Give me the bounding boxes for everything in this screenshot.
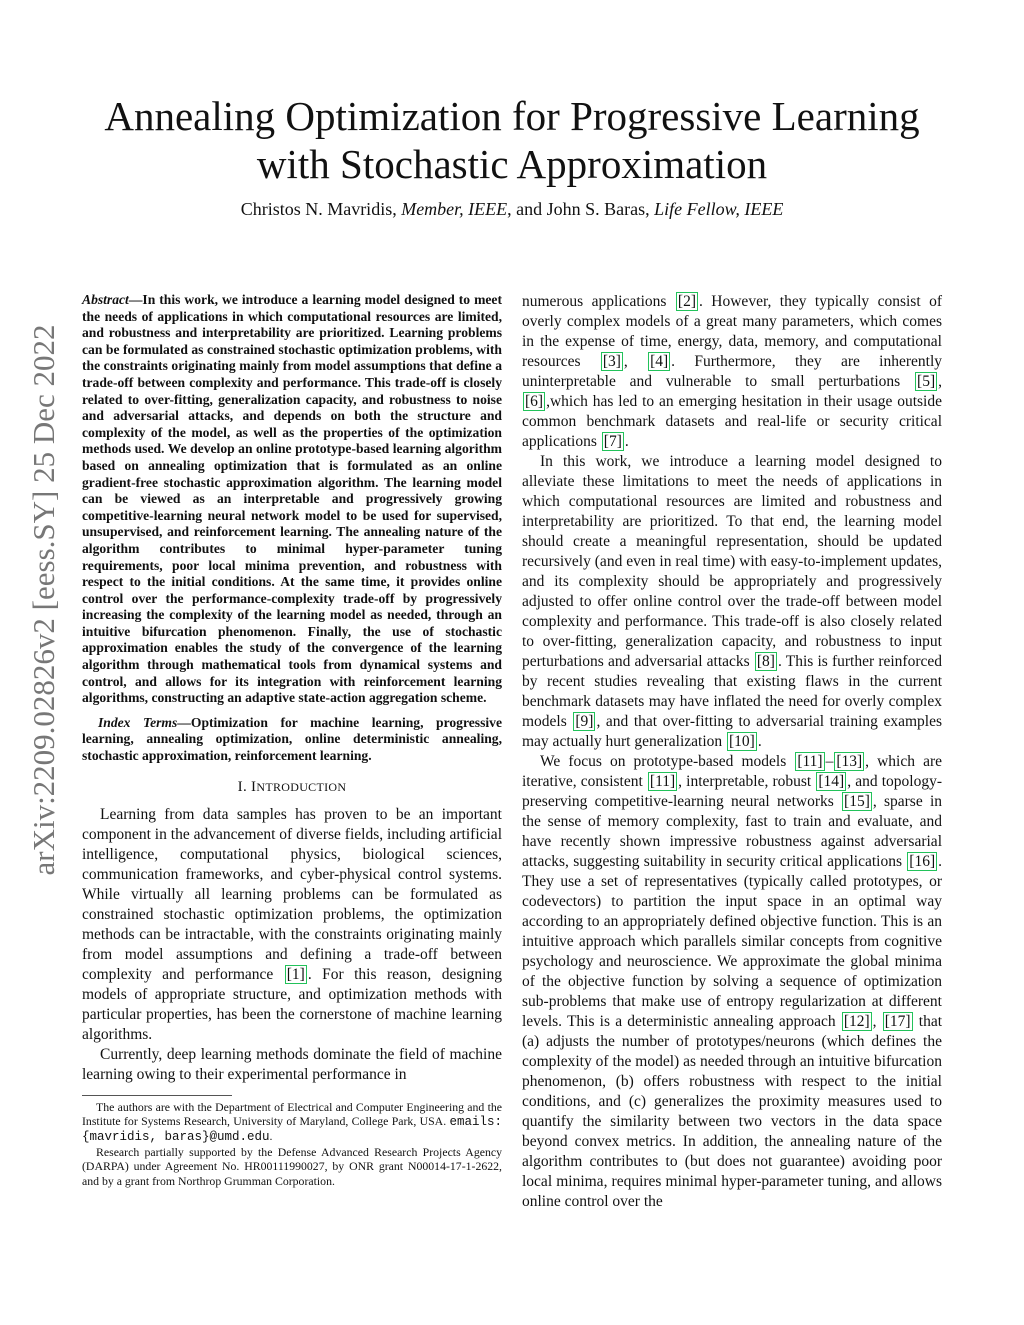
title-line-2: with Stochastic Approximation bbox=[256, 141, 768, 187]
text-run: , and topology-preserving competitive-learning neural networks bbox=[522, 773, 942, 810]
text-run: ,which has led to an emerging hesitation in their usage outside common benchmark datasets and real-life or security critical applications bbox=[522, 393, 942, 450]
title-line-1: Annealing Optimization for Progressive Learning bbox=[104, 93, 920, 139]
text-run: that (a) adjusts the number of prototypes/neurons (which defines the complexity of the model) as needed through an intuitive bifurcation phenomenon, (b) offers robustness with respect to the initial conditions, and (c) generalizes the proximity measures used to quantify the similarity between two vectors in the data space beyond convex metrics. In addition, the annealing nature of the algorithm contributes to (but does not guarantee) avoiding poor local minima, requires minimal hyper-parameter tuning, and allows online control over the bbox=[522, 1013, 943, 1210]
citation-link[interactable]: [4] bbox=[650, 353, 669, 370]
text-run: . Furthermore, they are inherently uninterpretable and vulnerable to small perturbations bbox=[522, 353, 942, 390]
text-run: , bbox=[623, 353, 648, 370]
author-1: Christos N. Mavridis, bbox=[240, 199, 397, 219]
citation-link[interactable]: [15] bbox=[844, 793, 870, 810]
text-run: . bbox=[757, 733, 762, 750]
footnote-affiliation bbox=[82, 1100, 502, 1145]
citation-link[interactable]: [5] bbox=[917, 373, 936, 390]
citation-link[interactable]: [2] bbox=[677, 293, 696, 310]
text-run: The authors are with the Department of Electrical and Computer Engineering and the Institute for Systems Research, University of Maryland, College Park, USA. bbox=[82, 1099, 502, 1129]
intro-paragraph-2: Currently, deep learning methods dominate the field of machine learning owing to their experimental performance in bbox=[82, 1045, 502, 1083]
footnote-divider bbox=[82, 1095, 232, 1096]
citation-link[interactable]: [8] bbox=[756, 653, 775, 670]
citation-link[interactable]: [1] bbox=[286, 965, 305, 983]
paper-title bbox=[60, 92, 964, 188]
citation-link[interactable]: [7] bbox=[603, 433, 622, 450]
citation-link[interactable]: [10] bbox=[729, 733, 755, 750]
citation-link[interactable]: [12] bbox=[843, 1013, 870, 1030]
intro-paragraph-1 bbox=[82, 805, 502, 1045]
text-run: . For this reason, designing models of appropriate structure, and optimization methods with particular properties, has been the cornerstone of machine learning algorithms. bbox=[82, 965, 502, 1043]
text-run: Learning from data samples has proven to be an important component in the advancement of diverse fields, including artificial intelligence, computational physics, biological sciences, communication frameworks, and cyber-physical control systems. While virtually all learning problems can be formulated as constrained stochastic optimization problems, the optimization methods can be intractable, with the constraints originating mainly from model assumptions and defining a trade-off between complexity and performance bbox=[82, 805, 502, 983]
text-run: – bbox=[825, 753, 834, 770]
abstract bbox=[82, 292, 502, 707]
text-run: . They use a set of representatives (typically called prototypes, or codevectors) to partition the input space in an optimal way according to an appropriately defined objective function. This is an intuitive approach which parallels similar concepts from cognitive psychology and neuroscience. We approximate the global minima of the objective function by solving a sequence of optimization sub-problems that make use of entropy regularization at different levels. This is a deterministic annealing approach bbox=[522, 853, 942, 1030]
text-run: , bbox=[938, 373, 942, 390]
citation-link[interactable]: [11] bbox=[797, 753, 823, 770]
text-run: In this work, we introduce a learning model designed to alleviate these limitations to meet the needs of applications in which computational resources are limited and robustness and interpretability are prioritized. To that end, the learning model should create a meaningful representation, should be updated recursively (and even in real time) with easy-to-implement updates, and its complexity should be appropriately and progressively adjusted to offer online control over the trade-off between model complexity and performance. This trade-off is also closely related to over-fitting, generalization capacity, and robustness to input perturbations and adversarial attacks bbox=[522, 453, 942, 670]
intro-paragraph-4 bbox=[522, 752, 942, 1212]
text-run: . This is further reinforced by recent studies revealing that existing flaws in the current benchmark datasets may have inflated the need for overly complex models bbox=[522, 653, 943, 730]
citation-link[interactable]: [16] bbox=[909, 853, 936, 870]
text-run: , sparse in the sense of memory complexity, fast to train and evaluate, and have recently shown impressive robustness against adversarial attacks, suggesting suitability in security critical applications bbox=[522, 793, 942, 870]
citation-link[interactable]: [17] bbox=[884, 1013, 911, 1030]
text-run: , and that over-fitting to adversarial training examples may actually hurt generalization bbox=[522, 713, 942, 750]
section-name: NTRODUCTION bbox=[256, 779, 347, 794]
text-run: , bbox=[872, 1013, 882, 1030]
text-run: We focus on prototype-based models bbox=[540, 753, 795, 770]
citation-link[interactable]: [14] bbox=[818, 773, 845, 790]
footnote-funding: Research partially supported by the Defense Advanced Research Projects Agency (DARPA) under Agreement No. HR00111990027, by ONR grant N00014-17-1-2622, and by a grant from Northrop Grumman Corporation. bbox=[82, 1144, 502, 1188]
section-number: I. I bbox=[237, 778, 257, 795]
right-column bbox=[522, 292, 942, 1212]
citation-link[interactable]: [3] bbox=[602, 353, 621, 370]
left-column bbox=[82, 292, 502, 1188]
intro-paragraph-continued bbox=[522, 292, 942, 452]
intro-paragraph-3 bbox=[522, 452, 942, 752]
index-terms bbox=[82, 715, 502, 765]
text-run: numerous applications bbox=[522, 293, 675, 310]
author-2-role: Life Fellow, IEEE bbox=[654, 199, 784, 219]
index-terms-label: Index Terms bbox=[98, 714, 178, 730]
text-run: . bbox=[269, 1129, 273, 1144]
abstract-label: Abstract bbox=[82, 292, 129, 307]
text-run: . bbox=[624, 433, 629, 450]
author-and: , and John S. Baras, bbox=[507, 199, 650, 219]
citation-link[interactable]: [11] bbox=[649, 773, 676, 790]
email-address[interactable]: emails:{mavridis, baras}@umd.edu bbox=[82, 1115, 502, 1145]
text-run: . However, they typically consist of overly complex models of a great many parameters, which comes in the expense of time, energy, data, memory, and computational resources bbox=[522, 293, 942, 370]
author-line bbox=[60, 198, 964, 220]
arxiv-watermark[interactable]: arXiv:2209.02826v2 [eess.SY] 25 Dec 2022 bbox=[26, 324, 61, 876]
citation-link[interactable]: [13] bbox=[836, 753, 863, 770]
section-heading-introduction bbox=[82, 777, 502, 797]
citation-link[interactable]: [9] bbox=[575, 713, 594, 730]
text-run: , interpretable, robust bbox=[678, 773, 816, 790]
author-1-role: Member, IEEE bbox=[401, 199, 508, 219]
text-run: , which are iterative, consistent bbox=[522, 753, 942, 790]
abstract-text: —In this work, we introduce a learning model designed to meet the needs of applications in which computational resources are limited, and robustness and interpretability are prioritized. Learning problems can be formulated as constrained stochastic optimization problems, with the constraints originating mainly from model assumptions that define a trade-off between complexity and performance. This trade-off is closely related to over-fitting, generalization capacity, and robustness to noise and adversarial attacks, and depends on both the structure and complexity of the model, as well as the properties of the optimization methods used. We develop an online prototype-based learning algorithm based on annealing optimization that is formulated as an online gradient-free stochastic approximation algorithm. The learning model can be viewed as an interpretable and progressively growing competitive-learning neural network model to be used for supervised, unsupervised, and reinforcement learning. The annealing nature of the algorithm contributes to minimal hyper-parameter tuning requirements, poor local minima prevention, and robustness with respect to the initial conditions. At the same time, it provides online control over the performance-complexity trade-off by progressively increasing the complexity of the learning model as needed, through an intuitive bifurcation phenomenon. Finally, the use of stochastic approximation enables the study of the convergence of the learning algorithm through mathematical tools from dynamical systems and control, and allows for its integration with reinforcement learning algorithms, constructing an adaptive state-action aggregation scheme. bbox=[82, 292, 502, 706]
index-terms-text: —Optimization for machine learning, progressive learning, annealing optimization, online deterministic annealing, stochastic approximation, reinforcement learning. bbox=[82, 714, 502, 764]
citation-link[interactable]: [6] bbox=[525, 393, 544, 410]
